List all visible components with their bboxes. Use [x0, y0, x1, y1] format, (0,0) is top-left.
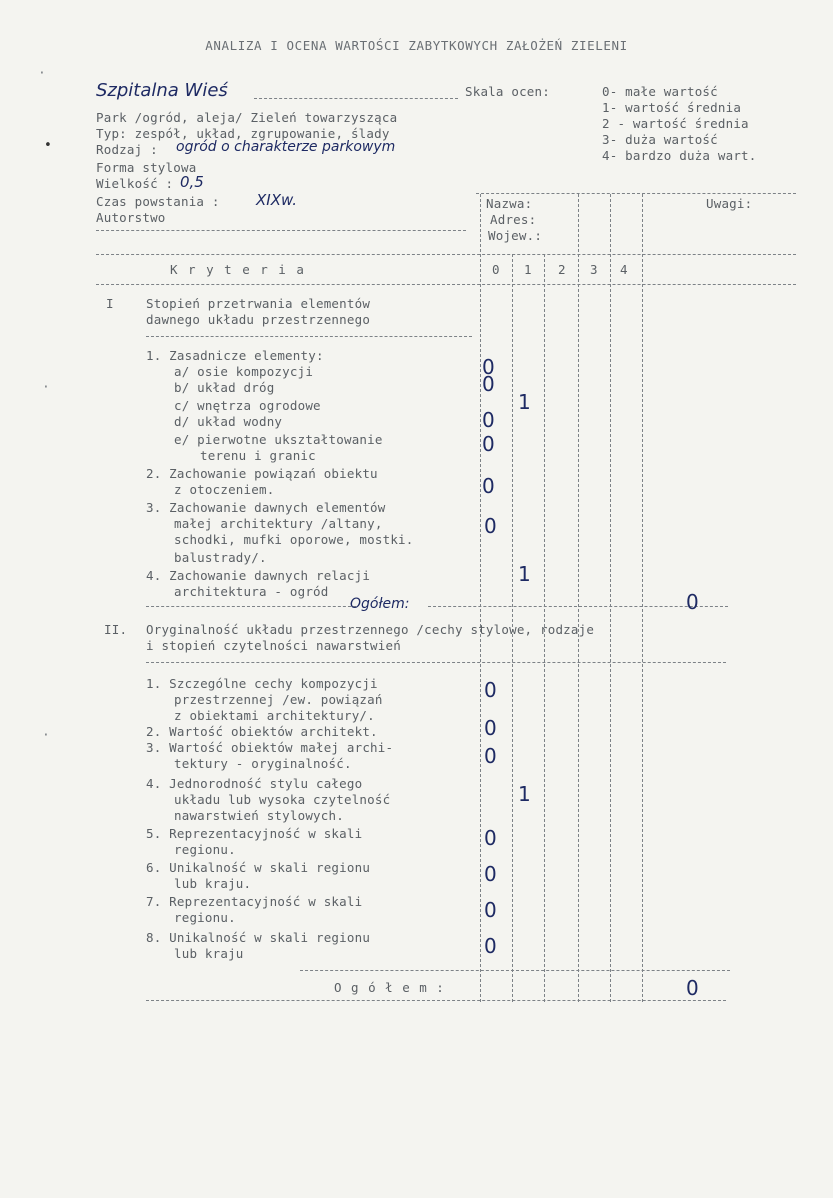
- criterion-item: architektura - ogród: [174, 584, 329, 599]
- rodzaj-label: Rodzaj :: [96, 142, 158, 157]
- col-score-2: 2: [558, 262, 566, 277]
- col-score-1: 1: [524, 262, 532, 277]
- score-mark: 0: [484, 678, 497, 702]
- margin-speck: ·: [42, 728, 50, 743]
- name-underline: [254, 98, 458, 99]
- total-rule: [146, 606, 356, 607]
- criterion-item: e/ pierwotne ukształtowanie: [174, 432, 383, 447]
- criterion-item: lub kraju: [174, 946, 244, 961]
- score-mark: 1: [518, 390, 531, 414]
- score-mark: 0: [484, 898, 497, 922]
- criterion-item: z otoczeniem.: [174, 482, 275, 497]
- forma-label: Forma stylowa: [96, 160, 197, 175]
- score-mark: 0: [484, 934, 497, 958]
- column-rule: [480, 194, 481, 1002]
- section-ii-number: II.: [104, 622, 128, 637]
- score-mark: 0: [482, 355, 495, 379]
- autorstwo-label: Autorstwo: [96, 210, 166, 225]
- typ-line: Typ: zespół, układ, zgrupowanie, ślady: [96, 126, 390, 141]
- criterion-item: nawarstwień stylowych.: [174, 808, 344, 823]
- czas-value: XIXw.: [256, 191, 298, 209]
- score-mark: 0: [482, 408, 495, 432]
- section-i-rule: [146, 336, 472, 337]
- criterion-item: układu lub wysoka czytelność: [174, 792, 391, 807]
- section-ii-total-label: O g ó ł e m :: [334, 980, 445, 995]
- score-mark: 1: [518, 782, 531, 806]
- criterion-item: c/ wnętrza ogrodowe: [174, 398, 321, 413]
- col-kryteria: K r y t e r i a: [170, 262, 306, 277]
- column-rule: [578, 194, 579, 1002]
- criterion-item: 8. Unikalność w skali regionu: [146, 930, 371, 945]
- criterion-item: 5. Reprezentacyjność w skali: [146, 826, 363, 841]
- park-line: Park /ogród, aleja/ Zieleń towarzysząca: [96, 110, 398, 125]
- criterion-item: regionu.: [174, 842, 236, 857]
- margin-speck: ·: [38, 66, 46, 81]
- criterion-item: z obiektami architektury/.: [174, 708, 375, 723]
- scale-item: 1- wartość średnia: [602, 100, 742, 115]
- columns-top-rule: [476, 193, 796, 194]
- rodzaj-value: ogród o charakterze parkowym: [176, 139, 396, 155]
- score-mark: 0: [484, 826, 497, 850]
- criterion-item: 1. Zasadnicze elementy:: [146, 348, 324, 363]
- criterion-item: 4. Zachowanie dawnych relacji: [146, 568, 371, 583]
- criterion-item: 4. Jednorodność stylu całego: [146, 776, 363, 791]
- scale-label: Skala ocen:: [465, 84, 550, 99]
- criterion-item: 3. Wartość obiektów małej archi-: [146, 740, 394, 755]
- col-uwagi: Uwagi:: [706, 196, 753, 211]
- col-nazwa: Nazwa:: [486, 196, 533, 211]
- kryteria-bottom-rule: [96, 284, 796, 285]
- section-ii-rule: [146, 662, 726, 663]
- criterion-item: przestrzennej /ew. powiązań: [174, 692, 383, 707]
- criterion-item: balustrady/.: [174, 550, 267, 565]
- criterion-item: małej architektury /altany,: [174, 516, 383, 531]
- object-name: Szpitalna Wieś: [96, 80, 228, 101]
- col-score-4: 4: [620, 262, 628, 277]
- section-ii-title: Oryginalność układu przestrzennego /cechy stylowe, rodzaje: [146, 622, 595, 637]
- criterion-item: tektury - oryginalność.: [174, 756, 352, 771]
- col-score-3: 3: [590, 262, 598, 277]
- score-mark: 0: [484, 514, 497, 538]
- col-adres: Adres:: [490, 212, 537, 227]
- wielkosc-label: Wielkość :: [96, 176, 174, 191]
- kryteria-top-rule: [96, 254, 796, 255]
- criterion-item: lub kraju.: [174, 876, 252, 891]
- score-mark: 0: [484, 862, 497, 886]
- czas-label: Czas powstania :: [96, 194, 220, 209]
- section-i-title: dawnego układu przestrzennego: [146, 312, 371, 327]
- criterion-item: d/ układ wodny: [174, 414, 283, 429]
- margin-speck: ·: [42, 380, 50, 395]
- col-score-0: 0: [492, 262, 500, 277]
- section-i-total-label: Ogółem:: [350, 596, 410, 612]
- criterion-item: terenu i granic: [200, 448, 316, 463]
- score-mark: 0: [484, 744, 497, 768]
- scale-item: 0- małe wartość: [602, 84, 718, 99]
- section-i-title: Stopień przetrwania elementów: [146, 296, 371, 311]
- wielkosc-value: 0,5: [180, 173, 204, 191]
- criterion-item: 1. Szczególne cechy kompozycji: [146, 676, 378, 691]
- score-mark: 0: [482, 372, 495, 396]
- column-rule: [642, 194, 643, 1002]
- criterion-item: schodki, mufki oporowe, mostki.: [174, 532, 414, 547]
- margin-speck: •: [44, 138, 52, 153]
- criterion-item: regionu.: [174, 910, 236, 925]
- score-mark: 0: [482, 432, 495, 456]
- total-rule: [146, 1000, 726, 1001]
- section-ii-title: i stopień czytelności nawarstwień: [146, 638, 401, 653]
- column-rule: [610, 194, 611, 1002]
- criterion-item: 2. Zachowanie powiązań obiektu: [146, 466, 378, 481]
- scale-item: 3- duża wartość: [602, 132, 718, 147]
- total-rule: [428, 606, 728, 607]
- total-rule: [300, 970, 730, 971]
- scale-item: 4- bardzo duża wart.: [602, 148, 757, 163]
- score-mark: 0: [484, 716, 497, 740]
- section-i-number: I: [106, 296, 114, 311]
- criterion-item: 6. Unikalność w skali regionu: [146, 860, 371, 875]
- criterion-item: 3. Zachowanie dawnych elementów: [146, 500, 386, 515]
- criterion-item: a/ osie kompozycji: [174, 364, 314, 379]
- header-divider-left: [96, 230, 466, 231]
- criterion-item: 7. Reprezentacyjność w skali: [146, 894, 363, 909]
- form-title: ANALIZA I OCENA WARTOŚCI ZABYTKOWYCH ZAŁOŻEŃ ZIELENI: [205, 38, 628, 53]
- score-mark: 0: [482, 474, 495, 498]
- scale-item: 2 - wartość średnia: [602, 116, 749, 131]
- section-i-total-value: 0: [686, 590, 699, 614]
- col-wojew: Wojew.:: [488, 228, 543, 243]
- criterion-item: 2. Wartość obiektów architekt.: [146, 724, 378, 739]
- section-ii-total-value: 0: [686, 976, 699, 1000]
- criterion-item: b/ układ dróg: [174, 380, 275, 395]
- score-mark: 1: [518, 562, 531, 586]
